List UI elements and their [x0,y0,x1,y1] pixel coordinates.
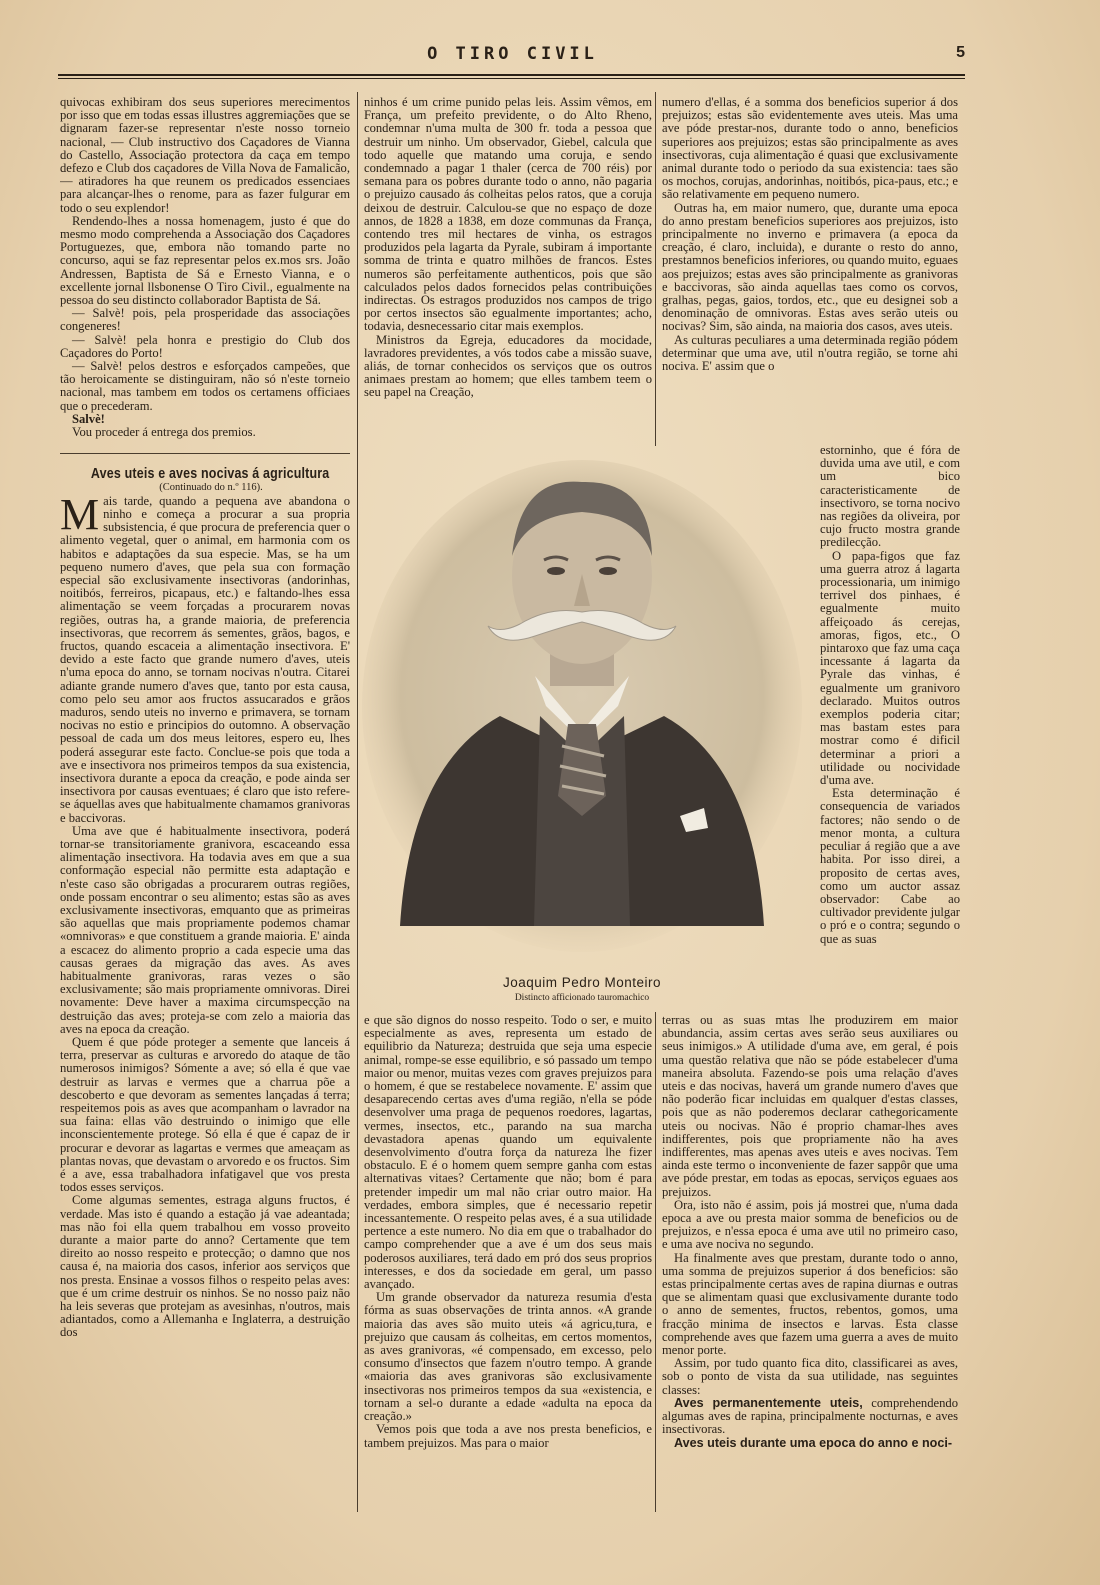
page-number: 5 [956,44,965,61]
class-text: comprehendendo algumas aves de rapina, principalmente nocturnas, e aves insectivoras. [662,1395,958,1437]
paragraph: terras ou as suas mtas lhe produzirem em maior abundancia, assim certas aves serão seus auxiliares ou seus inimigos.» A utilidade d'uma ave, em geral, é pois uma questão relativa que não se póde estabelecer d'uma maneira absoluta. Fazendo-se pois uma relação d'aves uteis e das nocivas, haverá um grande numero d'aves que não poderão ficar incluidas em qualquer d'estas classes, pois que as não poderemos declarar cathegoricamente uteis ou nocivas. Não é proprio chamar-lhes aves indifferentes, pois que propriamente não ha aves indifferentes, mas apenas aves uteis e aves nocivas. Tem ainda este termo o inconveniente de fazer sappôr que uma ave póde prestar, em todas as epocas, serviços eguaes aos prejuizos. [662,1014,958,1199]
paragraph: Ora, isto não é assim, pois já mostrei que, n'uma dada epoca a ave ou presta maior somma de beneficios ou de prejuizos, e n'essa epoca é uma ave util no primeiro caso, e uma ave nociva no segundo. [662,1197,958,1252]
paragraph: Assim, por tudo quanto fica dito, classificarei as aves, sob o ponto de vista da sua utilidade, nas seguintes classes: [662,1356,958,1397]
column-divider-left [357,92,358,1512]
paragraph: estorninho, que é fóra de duvida uma ave util, e com um bico caracteristicamente de insectivoro, se torna nocivo nas regiões da oliveira, por cujo fructo mostra grande predilecção. [820,444,960,550]
paragraph: quivocas exhibiram dos seus superiores merecimentos por isso que em todas essas illustres aggremiações que se dignaram fazer-se representar n'este nosso torneio nacional, — Club instructivo dos Caçadores de Vianna do Castello, Associação protectora da caça em tempo defezo e Club dos caçadores de Villa Nova de Famalicão, — atiradores ha que reunem os predicados essenciaes para alcançar-lhes o renome, para as fazer fulgurar em todo o seu explendor! [60,96,350,215]
paragraph: Vemos pois que toda a ave nos presta beneficios, e tambem prejuizos. Mas para o maior [364,1422,652,1450]
paragraph: Vou proceder á entrega dos premios. [72,425,256,440]
salve-line: Salvè! [72,411,105,426]
paragraph: e que são dignos do nosso respeito. Todo o ser, e muito especialmente as aves, representa um estado de equilibrio da Natureza; destruida que seja uma especie animal, rompe-se esse equilibrio, e só passado um tempo maior ou menor, muitas vezes com graves prejuizos para o homem, é que se restabelece novamente. E' assim que desaparecendo certas aves d'uma região, n'ella se póde desenvolver uma praga de pequenos roedores, lagartas, vermes, insectos, etc., parando na sua marcha devastadora apenas quando um equivalente desenvolvimento d'outra força da natureza lhe fizer obstaculo. E é o homem quem sempre ganha com estas alternativas vitaes? Certamente que não; bom é para pretender impedir um mal não criar outro maior. Ha verdades, embora simples, que é necessario repetir incessantemente. O respeito pelas aves, é a sua utilidade pertence a este numero. No dia em que o trabalhador do campo comprehender que a ave é um dos seus mais poderosos auxiliares, terá dado em pró dos seus proprios interesses, e dos da sociedade em geral, um passo avançado. [364,1014,652,1292]
column-1 [60,96,350,1516]
paragraph: — Salvè! pois, pela prosperidade das associações congeneres! [60,306,350,334]
paragraph: Ministros da Egreja, educadores da mocidade, lavradores previdentes, a vós todos cabe a missão suave, aliás, de tornar conhecidos os serviços que os outros animaes prestam ao homem; que elles tambem teem o seu papel na Creação, [364,332,652,400]
column-divider-right-top [655,92,656,446]
column-3-top [662,96,958,444]
column-3-narrow [820,444,960,1012]
column-2-bottom [364,1014,652,1519]
paragraph: As culturas peculiares a uma determinada região pódem determinar que uma ave, util n'outra região, se torne ahi nociva. E' assim que o [662,332,958,374]
paragraph: Rendendo-lhes a nossa homenagem, justo é que do mesmo modo comprehenda a Associação dos Caçadores Portuguezes, que, embora não tomando parte no concurso, aqui se faz representar pelos ex.mos srs. João Andressen, Baptista de Sá e Ernesto Vianna, e o excellente jornal llsbonense O Tiro Civil., egualmente na pessoa do seu distincto collaborador Baptista de Sá. [60,213,350,308]
continued-note: (Continuado do n.º 116). [159,482,263,494]
portrait-image [360,456,804,956]
paragraph: Uma ave que é habitualmente insectivora, poderá tornar-se transitoriamente granivora, escaceando essa alimentação insectivora. Ha todavia aves em que a sua conformação especial não permitte esta adaptação e n'este caso são obrigadas a procurarem outras regiões, onde possam encontrar o seu alimento; estas são as aves exclusivamente insectivoras, emquanto que as primeiras são aquellas que mais propriamente podemos chamar «omnivoras» e que constituem a grande maioria. E' ainda a escacez do alimento proprio a cada especie uma das causas geraes da migração das aves. As aves habitualmente granivoras, raras vezes o são exclusivamente; são mais propriamente omnivoras. Direi novamente: Deve haver a maxima circumspecção na destruição das aves; proteja-se com zelo a maioria das aves na epoca da creação. [60,823,350,1036]
drop-cap: M [60,489,100,539]
page-title: O TIRO CIVIL [427,44,598,64]
running-head [60,44,965,70]
paragraph: ninhos é um crime punido pelas leis. Assim vêmos, em França, um prefeito previdente, o do Alto Rheno, condemnar n'uma multa de 300 fr. toda a pessoa que destruir um ninho. Um observador, Giebel, calcula que todo aquelle que matando uma coruja, e sendo condemnado a pagar 1 thaler (cerca de 700 réis) por semana para os pobres durante todo o anno, não pagaria o prejuizo causado ás colheitas pelos ratos, que a coruja deixou de destruir. Calculou-se que no espaço de doze annos, de 1828 a 1838, em doze communas da França, contendo tres mil hectares de vinha, os estragos produzidos pela lagarta da Pyrale, subiram á importante somma de trinta e quatro milhões de francos. Estes numeros são perfeitamente authenticos, pois que são calculados pelos dados fornecidos pelas contribuições indirectas. Os estragos produzidos nos campos de trigo por certos insectos são egualmente importantes; acho, todavia, desnecessario citar mais exemplos. [364,96,652,334]
paragraph: Um grande observador da natureza resumia d'esta fórma as suas observações de trinta annos. «A grande maioria das aves são muito uteis «á agricu,tura, e prejuizo que causam ás colheitas, em certos momentos, as aves granivoras, «é compensado, em excesso, pelo consumo d'insectos que fazem n'outro tempo. A grande «maioria das aves granivoras são exclusivamente insectivoras nos primeiros tempos da sua «existencia, e tornam a sel-o durante a edade «adulta na epoca da creação.» [364,1290,652,1424]
paragraph: ais tarde, quando a pequena ave abandona o ninho e começa a procurar a sua propria subsistencia, é que procura de preferencia quer o alimento vegetal, quer o animal, em harmonia com os habitos e adaptações da sua especie. Mas, se ha um pequeno numero d'aves, que pela sua con formação especial são exclusivamente insectivoras (andorinhas, noitibós, ferreiros, picapaus, etc.) e faltando-lhes essa alimentação se veem forçadas a procurarem novas regiões, outras ha, a grande maioria, de preferencia insectivoras, que recorrem ás sementes, grãos, bagos, e fructos, quando escaceia a alimentação insectivora. E' devido a este facto que grande numero d'aves, uteis n'uma epoca do anno, se tornam nocivas n'outra. Citarei adiante grande numero d'aves que, tanto por esta causa, como pelo seu amor aos fructos assucarados e grãos maduros, sendo uteis no inverno e primavera, se tornam nocivas no estio e principios do outomno. A observação pessoal de cada um dos meus leitores, espero eu, lhes poderá assegurar este facto. Conclue-se pois que toda a ave e insectivora nos primeiros tempos da sua existencia, insectivora durante a epoca da creação, e pode ainda ser insectivora por causas eventuaes; é claro que isto refere-se áquellas aves que habitualmente chamamos granivoras e baccivoras. [60,493,350,825]
paragraph: Come algumas sementes, estraga alguns fructos, é verdade. Mas isto é quando a estação já vae adeantada; mas não foi ella quem trabalhou em vosso proveito durante a maior parte do anno? Certamente que tem direito ao nosso respeito e protecção; o damno que nos causa é, na maioria dos casos, inferior aos serviços que nos presta. Ensinae a vossos filhos o respeito pelas aves: que é um crime destruir os ninhos. Se no nosso paiz não ha leis severas que protejam as avesinhas, n'outros, mais adiantados, como a Allemanha e Inglaterra, a destruição dos [60,1193,350,1340]
portrait-subtitle: Distincto afficionado tauromachico [514,993,650,1003]
paragraph: Esta determinação é consequencia de variados factores; não sendo o de menor monta, a cultura peculiar á região que a ave habita. Por isso direi, a proposito de certas aves, como um auctor assaz observador: Cabe ao cultivador previdente julgar o pró e o contra; segundo o que as suas [820,786,960,946]
header-rule-thin [58,78,965,79]
column-2-top [364,96,652,446]
column-divider-right-bottom [655,1012,656,1512]
article-title: Aves uteis e aves nocivas á agricultura [90,466,330,483]
paragraph: — Salvè! pelos destros e esforçados campeões, que tão heroicamente se distinguiram, não só n'este torneio nacional, mas tambem em todos os certamens officiaes que o precederam. [60,359,350,413]
paragraph: numero d'ellas, é a somma dos beneficios superior á dos prejuizos; estas são evidentemente aves uteis. Mas uma ave póde prestar-nos, durante todo o anno, beneficios superiores aos prejuizos; estas são principalmente as aves insectivoras, cuja alimentação é quasi que exclusivamente animal durante todo o periodo da sua existencia: taes são os mochos, corujas, andorinhas, noitibós, pica-paus, etc.; e são relativamente em pequeno numero. [662,96,958,202]
paragraph: Ha finalmente aves que prestam, durante todo o anno, uma somma de prejuizos superior á dos beneficios: são estas principalmente certas aves de rapina diurnas e outras que se alimentam quasi que exclusivamente durante todo o anno de sementes, fructos, rebentos, gomos, uma fracção minima de insectos e larvas. Esta classe comprehende aves que fazem uma guerra a aves de muito menor porte. [662,1250,958,1358]
header-rule [58,74,965,76]
class-label: Aves permanentemente uteis, [674,1395,863,1410]
paragraph: O papa-figos que faz uma guerra atroz á lagarta processionaria, um inimigo terrivel dos pinhaes, é egualmente muito affeiçoado ás cerejas, amoras, figos, etc., O pintaroxo que faz uma caça incessante á lagarta da Pyrale das vinhas, é egualmente um granivoro declarado. Muitos outros exemplos poderia citar; mas bastam estes para mostrar como é dificil determinar a priori a utilidade ou nocividade d'uma ave. [820,548,960,788]
column-3-bottom [662,1014,958,1519]
section-divider [60,453,350,454]
portrait-caption: Joaquim Pedro Monteiro [502,975,662,990]
paragraph: Outras ha, em maior numero, que, durante uma epoca do anno prestam beneficios superiores aos prejuizos, isto principalmente no inverno e primavera (a epoca da creação, é claro, incluida), e durante o resto do anno, prestamnos beneficios inferiores, ou quando muito, eguaes aos prejuizos; estas aves são principalmente as granivoras e baccivoras, são ainda aquellas taes como os corvos, gralhas, pegas, gaios, tordos, etc., que eu designei sob a denominação de omnivoras. Estas aves serão uteis ou nocivas? Sim, são ainda, na maioria dos casos, aves uteis. [662,200,958,334]
paragraph: — Salvè! pela honra e prestigio do Club dos Caçadores do Porto! [60,332,350,360]
class-label: Aves uteis durante uma epoca do anno e noci- [674,1435,953,1450]
paragraph: Quem é que póde proteger a semente que lanceis á terra, preservar as culturas e arvoredo do ataque de tão numerosos inimigos? Sómente a ave; só ella é que vae destruir as larvas e vermes que a charrua põe a descoberto e que devoram as sementes lançadas á terra; respeitemos pois as aves que acompanham o lavrador na sua faina: ellas vão destruindo o inimigo que elle inconscientemente protege. Só ella é que é capaz de ir procurar e devorar as lagartas e vermes que ameaçam as plantas novas, que devastam o arvoredo e os fructos. Sim é a ave, essa trabalhadora infatigavel que vos presta todos esses serviços. [60,1035,350,1195]
